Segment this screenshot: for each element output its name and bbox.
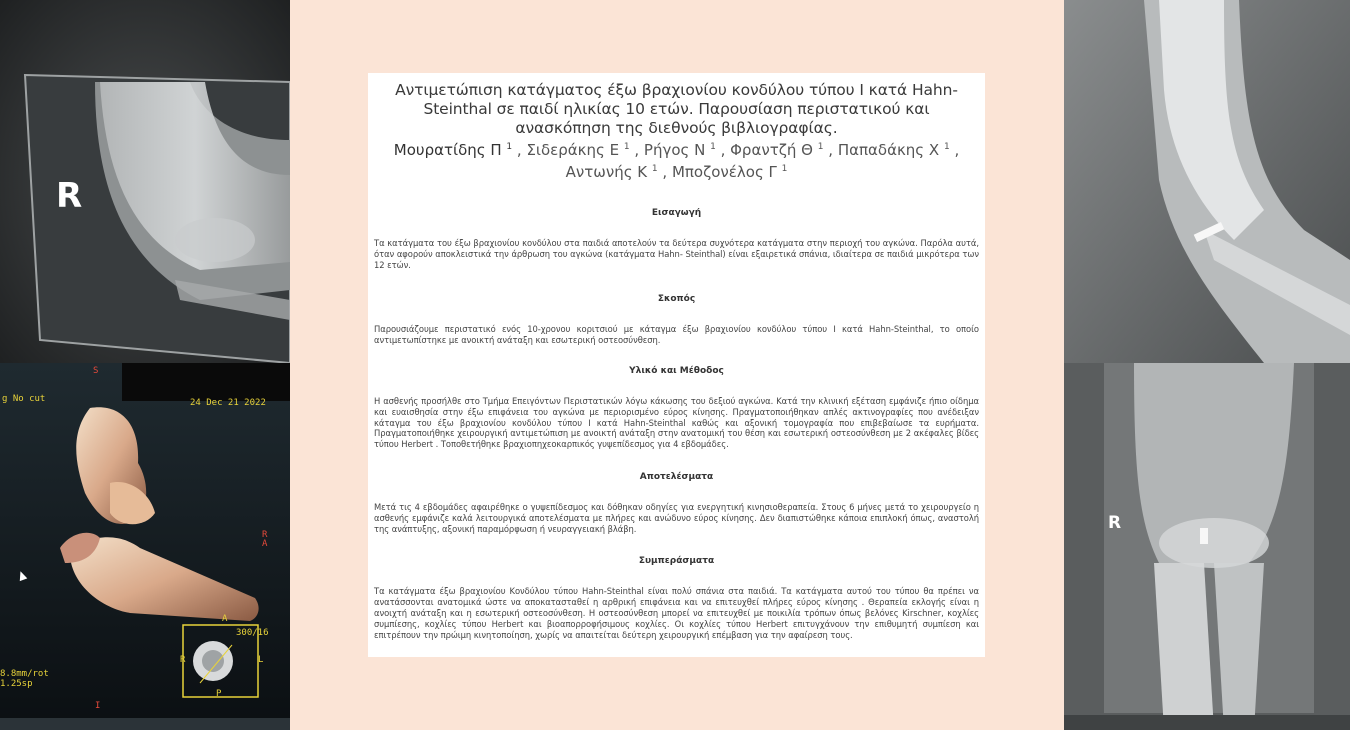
section-body: Η ασθενής προσήλθε στο Τμήμα Επειγόντων Περιστατικών λόγω κάκωσης του δεξιού αγκώνα. Κατά την κλινική εξέταση εμφάνιζε ήπιο οίδημα και ευαισθησία στην έξω επιφάνεια του αγκώνα με περιορισμένο εύρος κίνησης. Πραγματοποιήθηκαν απλές ακτινογραφίες που ανέδειξαν κάταγμα του έξω βραχιονίου κονδύλου τύπου Ι κατά Hahn-Steinthal καθώς και αξονική τομογραφία που επιβεβαίωσε τα ευρήματα. Πραγματοποιήθηκε χειρουργική αντιμετώπιση με ανοικτή ανάταξη στην ανατομική του θέση και εσωτερική οστεοσύνθεση με 2 ακέφαλες βίδες τύπου Herbert . Τοποθετήθηκε βραχιοπηχεοκαρπικός γυψεπίδεσμος για 4 εβδομάδες. [374, 395, 979, 450]
author-affiliation: 1 [943, 142, 950, 152]
author-name: Φραντζή Θ $^1$ [730, 141, 824, 159]
xray-ap-upper-image [1064, 0, 1350, 363]
author-affiliation: 1 [623, 142, 630, 152]
section-body: Τα κατάγματα του έξω βραχιονίου κονδύλου στα παιδιά αποτελούν τα δεύτερα συχνότερα κατάγματα στην περιοχή του αγκώνα. Παρόλα αυτά, όταν αφορούν αποκλειστικά την άρθρωση του αγκώνα (κατάγματα Hahn- Steinthal) είναι εξαιρετικά σπάνια, ιδιαίτερα σε παιδιά μικρότερα των 12 ετών. [374, 238, 979, 270]
xray-lateral-image [0, 0, 290, 363]
ct-cut-label: g No cut [2, 394, 46, 404]
ct-right-marker: R A [262, 530, 268, 549]
section-body: Παρουσιάζουμε περιστατικό ενός 10-χρονου κοριτσιού με κάταγμα έξω βραχιονίου κονδύλου τύπου Ι κατά Hahn-Steinthal, το οποίο αντιμετωπίστηκε με ανοικτή ανάταξη και εσωτερική οστεοσύνθεση. [374, 324, 979, 346]
poster-authors: Μουρατίδης Π $^1$ , Σιδεράκης Ε $^1$ , Ρήγος Ν $^1$ , Φραντζή Θ $^1$ , Παπαδάκης Χ $^1$ , Αντωνής Κ $^1$ , Μποζονέλος Γ $^1$ [393, 141, 960, 181]
ct-inset-p: P [216, 689, 222, 699]
poster-title: Αντιμετώπιση κατάγματος έξω βραχιονίου κονδύλου τύπου Ι κατά Hahn- Steinthal σε παιδί ηλικίας 10 ετών. Παρουσίαση περιστατικού και ανασκόπηση της διεθνούς βιβλιογραφίας. [395, 81, 958, 137]
ct-inset-r: R [180, 655, 186, 665]
ct-top-marker: S [93, 366, 99, 376]
ct-inset-count: 300/16 [236, 628, 269, 638]
ct-inset-a: A [222, 614, 228, 624]
section-heading: Εισαγωγή [651, 208, 702, 218]
section-heading: Υλικό και Μέθοδος [629, 365, 724, 376]
author-affiliation: 1 [710, 142, 716, 152]
ct-3d-reconstruction-image [0, 363, 290, 730]
xray-side-marker: R [56, 176, 83, 216]
xray-ap-lower-image [1064, 363, 1350, 730]
section-heading: Σκοπός [657, 294, 696, 305]
section-heading: Αποτελέσματα [639, 471, 714, 482]
author-name: Ρήγος Ν $^1$ [643, 141, 716, 159]
author-name: Σιδεράκης Ε $^1$ [526, 141, 630, 159]
section-heading: Συμπεράσματα [638, 556, 715, 567]
ct-scan-info: 8.8mm/rot 1.25sp [0, 669, 49, 689]
author-affiliation: 1 [781, 164, 788, 174]
author-name: Μποζονέλος Γ $^1$ [671, 163, 788, 181]
author-name: Παπαδάκης Χ $^1$ [837, 141, 950, 159]
section-body: Μετά τις 4 εβδομάδες αφαιρέθηκε ο γυψεπίδεσμος και δόθηκαν οδηγίες για ενεργητική κινησιοθεραπεία. Στους 6 μήνες μετά το χειρουργείο η ασθενής εμφάνιζε καλά λειτουργικά αποτελέσματα με πλήρες και ανώδυνο εύρος κίνησης. Δεν διαπιστώθηκε κάποια επιπλοκή όπως, αναστολή της ανάπτυξης, αξονική παραμόρφωση ή νευραγγειακή βλάβη. [374, 501, 979, 534]
xray-side-marker: R [1108, 513, 1122, 533]
ct-date: 24 Dec 21 2022 [190, 398, 266, 408]
poster-abstract [368, 73, 985, 657]
section-body: Τα κατάγματα έξω βραχιονίου Κονδύλου τύπου Hahn-Steinthal είναι πολύ σπάνια στα παιδιά. Τα κατάγματα αυτού του τύπου θα πρέπει να ανατάσσονται ανατομικά ώστε να αποκατασταθεί η αρθρική επιφάνεια και να επιτευχθεί πλήρες εύρος κίνησης . Θεραπεία εκλογής είναι η ανοιχτή ανάταξη και η εσωτερική οστεοσύνθεση. Η οστεοσύνθεση μπορεί να επιτευχθεί με ποικιλία τρόπων όπως βελόνες Kirschner, κοχλίες συμπίεσης, κοχλίες τύπου Herbert και βιοαπορροφήσιμους κοχλίες. Οι κοχλίες τύπου Herbert επιτυγχάνουν την επιθυμητή συμπίεση και επιτρέπουν την πρώιμη κινητοποίηση, χωρίς να απαιτείται δεύτερη χειρουργική επέμβαση για την αφαίρεση τους. [374, 586, 979, 640]
author-affiliation: 1 [651, 164, 658, 174]
author-affiliation: 1 [506, 142, 513, 152]
ct-bottom-marker: I [95, 701, 101, 711]
author-affiliation: 1 [817, 142, 824, 152]
author-name: Αντωνής Κ $^1$ [565, 163, 658, 181]
author-name: Μουρατίδης Π $^1$ [393, 141, 513, 159]
ct-inset-l: L [258, 655, 264, 665]
poster-sections [374, 208, 979, 640]
